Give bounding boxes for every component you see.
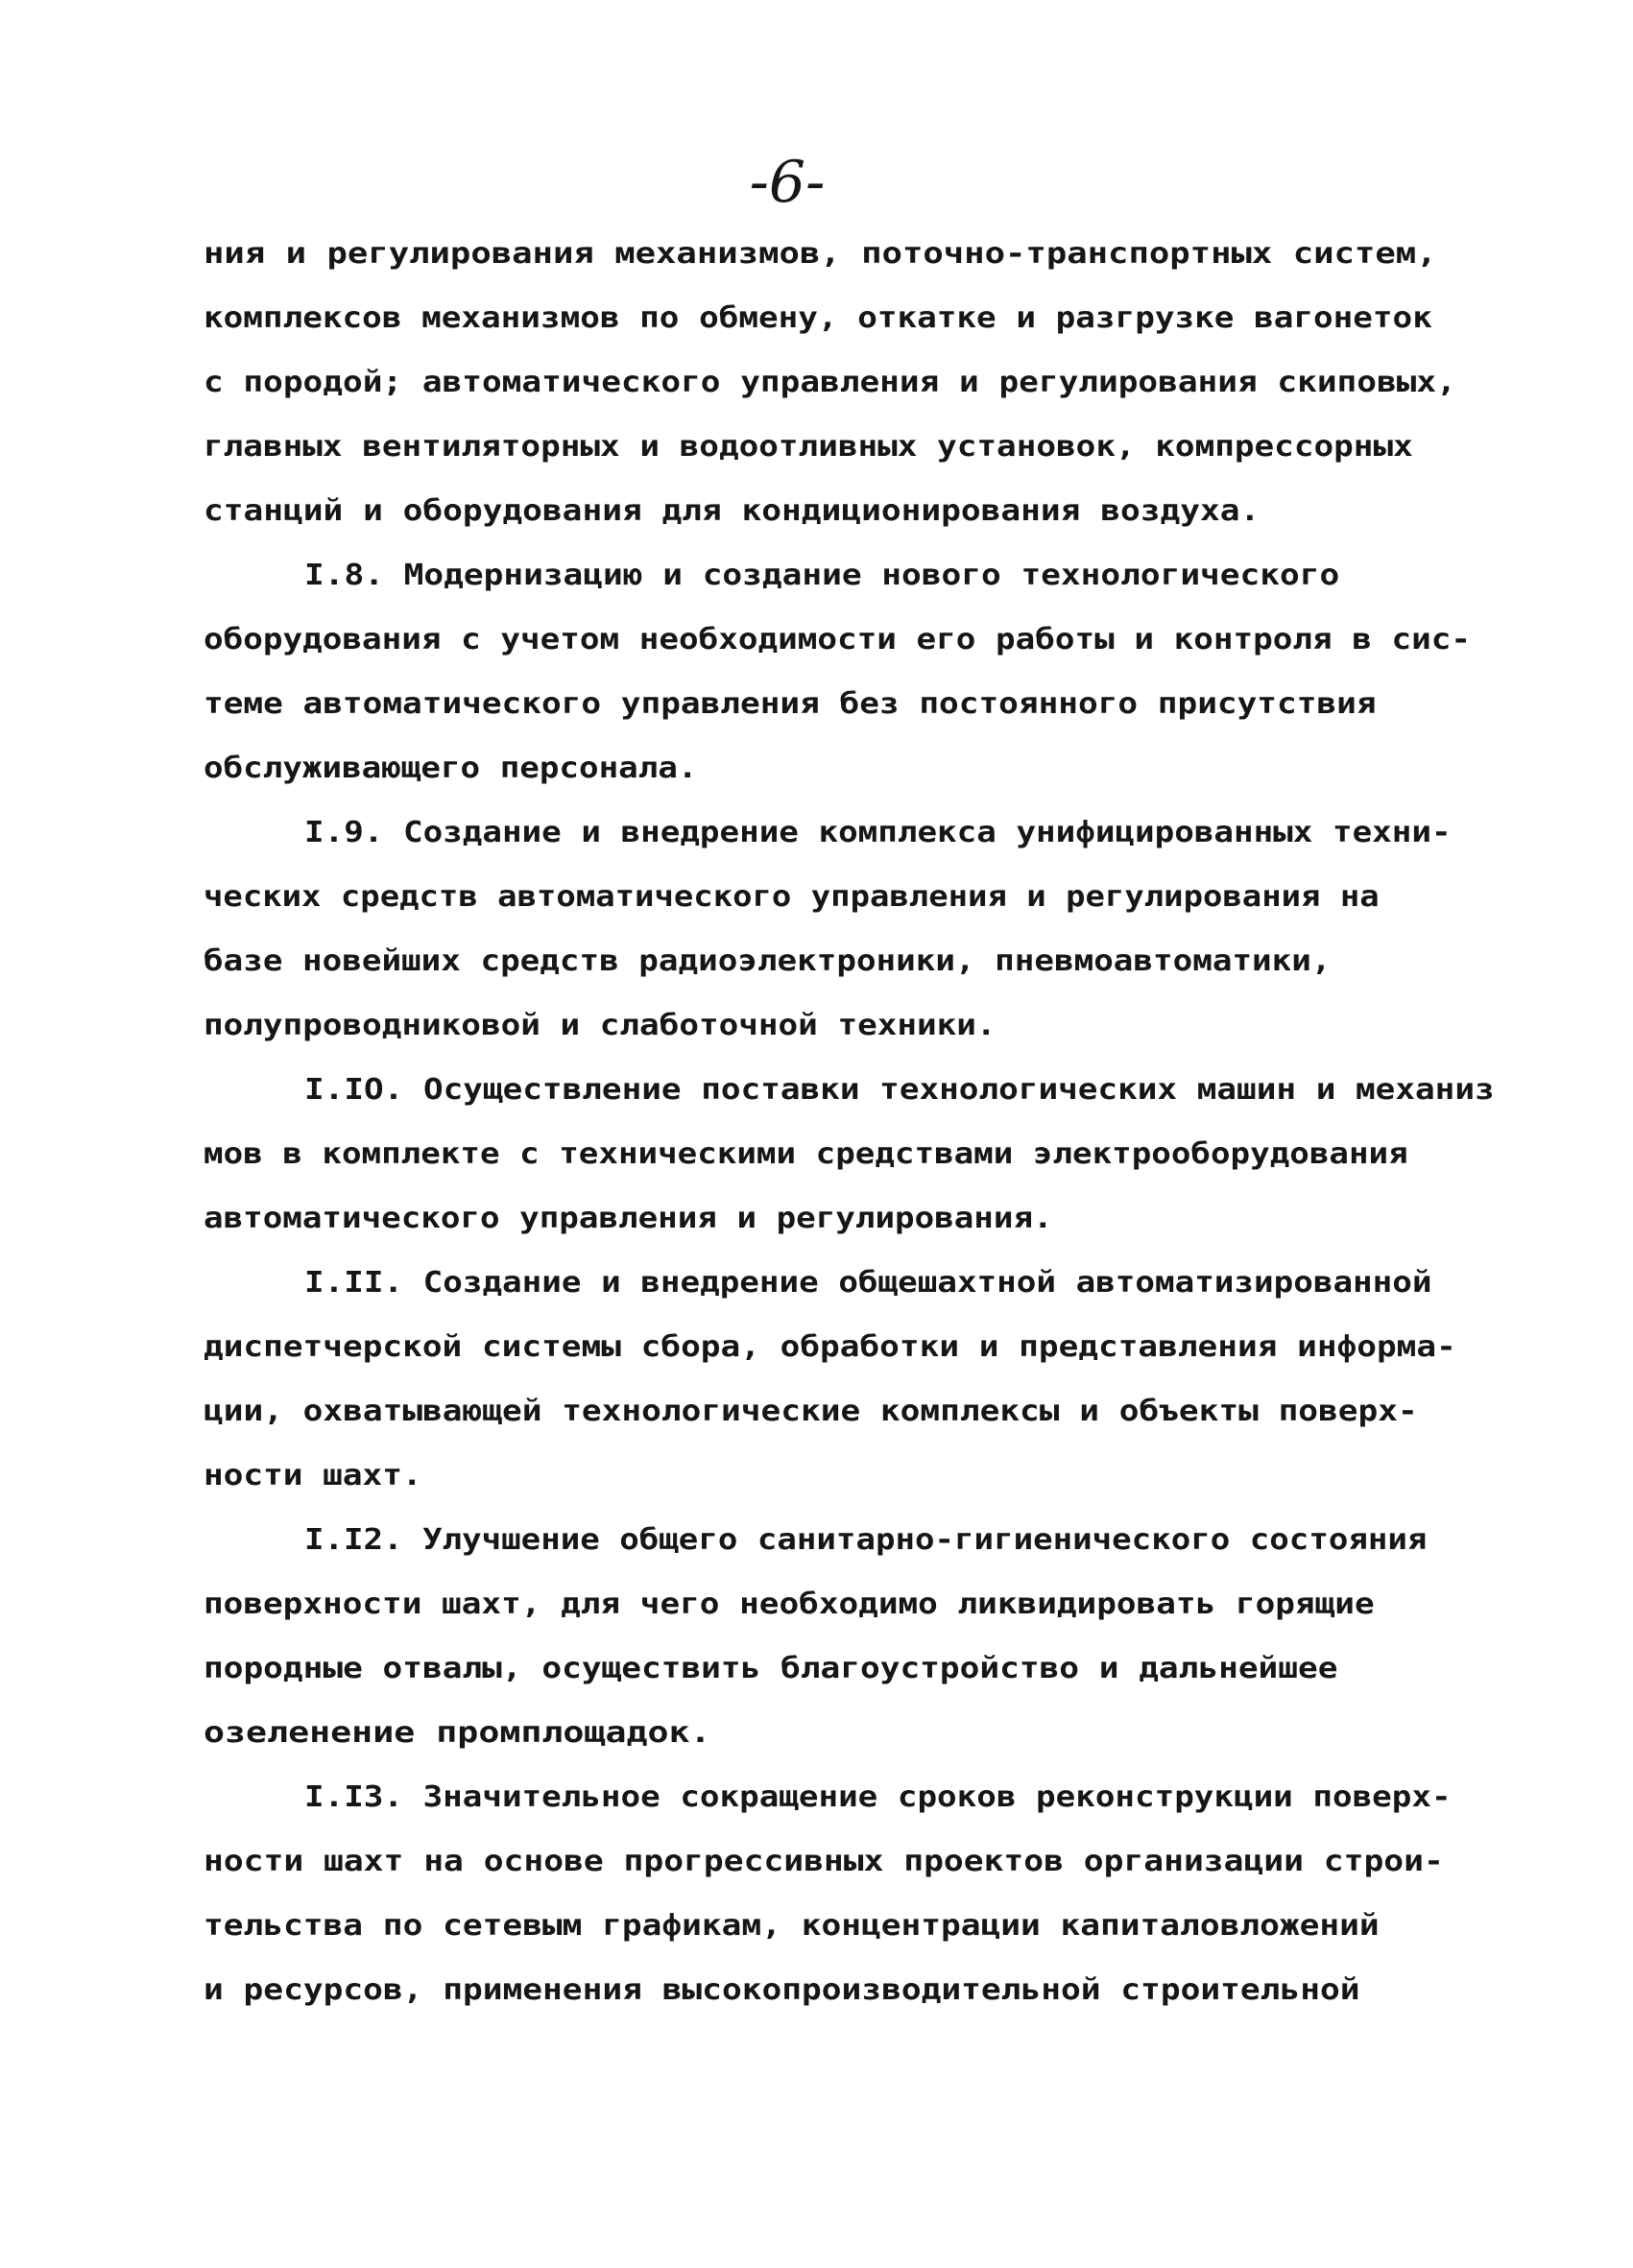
text-line: I.IO. Осуществление поставки технологических машин и механиз <box>304 1073 1495 1107</box>
text-line: тельства по сетевым графикам, концентрации капиталовложений <box>204 1909 1380 1943</box>
text-line: ции, охватывающей технологические комплексы и объекты поверх- <box>204 1395 1418 1428</box>
text-line: и ресурсов, применения высокопроизводительной строительной <box>204 1973 1360 2007</box>
text-line: оборудования с учетом необходимости его работы и контроля в сис- <box>204 623 1471 657</box>
text-line: мов в комплекте с техническими средствами электрооборудования <box>204 1137 1408 1171</box>
text-line: ния и регулирования механизмов, поточно-транспортных систем, <box>204 237 1437 271</box>
text-line: обслуживающего персонала. <box>204 752 698 785</box>
text-line: диспетчерской системы сбора, обработки и представления информа- <box>204 1330 1456 1364</box>
text-line: I.8. Модернизацию и создание нового технологического <box>304 559 1340 592</box>
text-line: озеленение промплощадок. <box>204 1716 711 1750</box>
text-line: станций и оборудования для кондиционирования воздуха. <box>204 494 1261 528</box>
text-line: породные отвалы, осуществить благоустройство и дальнейшее <box>204 1652 1338 1685</box>
text-line: главных вентиляторных и водоотливных установок, компрессорных <box>204 430 1413 464</box>
text-line: I.I3. Значительное сокращение сроков реконструкции поверх- <box>304 1780 1452 1814</box>
text-line: I.I2. Улучшение общего санитарно-гигиенического состояния <box>304 1523 1428 1557</box>
text-line: полупроводниковой и слаботочной техники. <box>204 1009 997 1042</box>
text-line: ности шахт на основе прогрессивных проектов организации строи- <box>204 1845 1444 1878</box>
text-line: ности шахт. <box>204 1459 422 1492</box>
text-line: базе новейших средств радиоэлектроники, пневмоавтоматики, <box>204 944 1332 978</box>
page-number: -6- <box>749 149 826 216</box>
text-line: с породой; автоматического управления и регулирования скиповых, <box>204 366 1456 399</box>
text-line: автоматического управления и регулирования. <box>204 1202 1053 1235</box>
text-line: ческих средств автоматического управления и регулирования на <box>204 880 1380 914</box>
text-line: поверхности шахт, для чего необходимо ликвидировать горящие <box>204 1588 1375 1621</box>
text-line: I.9. Создание и внедрение комплекса унифицированных техни- <box>304 816 1452 849</box>
text-line: теме автоматического управления без постоянного присутствия <box>204 687 1377 721</box>
text-line: I.II. Создание и внедрение общешахтной автоматизированной <box>304 1266 1432 1300</box>
text-line: комплексов механизмов по обмену, откатке и разгрузке вагонеток <box>204 301 1432 335</box>
